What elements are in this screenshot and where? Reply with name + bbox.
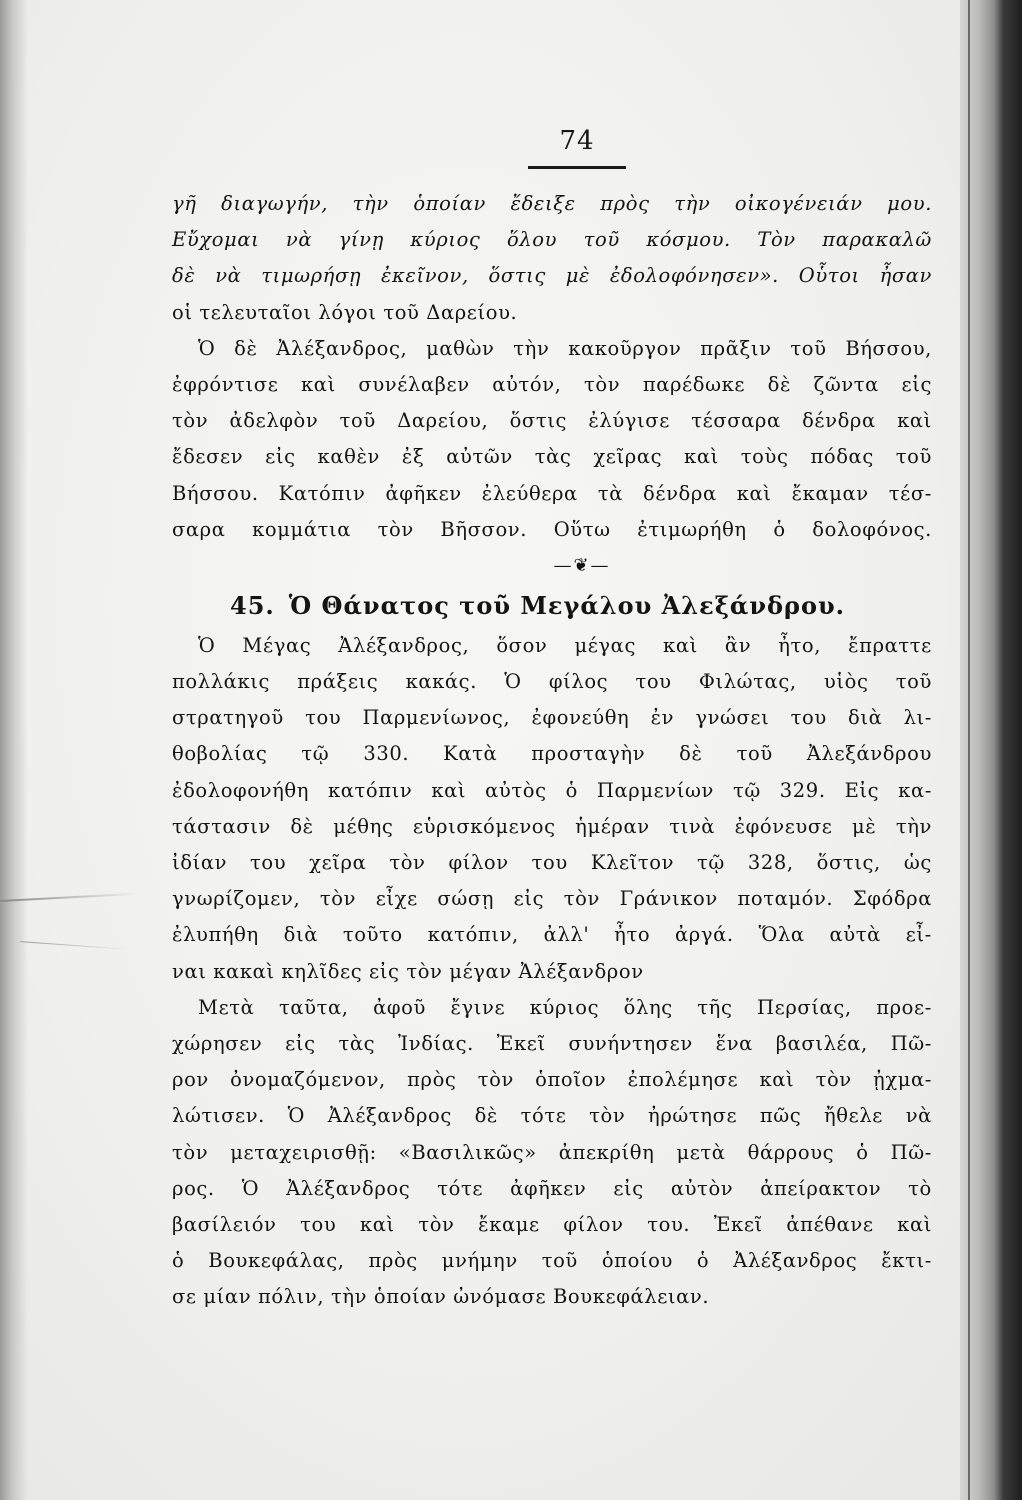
text-line: ὁ Βουκεφάλας, πρὸς μνήμην τοῦ ὁποίου ὁ Ἀλέξανδρος ἔκτι-: [172, 1249, 932, 1273]
section-divider: —❦—: [553, 554, 611, 576]
text-line: σαρα κομμάτια τὸν Βῆσσον. Οὕτω ἐτιμωρήθη ὁ δολοφόνος.: [172, 517, 932, 541]
text-line: ἐφρόντισε καὶ συνέλαβεν αὐτόν, τὸν παρέδωκε δὲ ζῶντα εἰς: [172, 372, 932, 396]
page-number: 74: [559, 126, 595, 156]
text-line: ρον ὀνομαζόμενον, πρὸς τὸν ὁποῖον ἐπολέμησε καὶ τὸν ᾐχμα-: [172, 1068, 932, 1092]
paragraph-quote-end: [172, 186, 932, 331]
paper-crease-2: [20, 941, 130, 950]
section-number: 45.: [230, 590, 275, 620]
text-line: Ὁ δὲ Ἀλέξανδρος, μαθὼν τὴν κακοῦργον πρᾶξιν τοῦ Βήσσου,: [198, 336, 932, 360]
text-line: ἐλυπήθη διὰ τοῦτο κατόπιν, ἀλλ' ἦτο ἀργά. Ὅλα αὐτὰ εἶ-: [172, 923, 932, 947]
text-line: γνωρίζομεν, τὸν εἶχε σώσῃ εἰς τὸν Γράνικον ποταμόν. Σφόδρα: [172, 887, 932, 911]
text-line: τάστασιν δὲ μέθης εὑρισκόμενος ἡμέραν τινὰ ἐφόνευσε μὲ τὴν: [172, 814, 932, 838]
text-line: στρατηγοῦ του Παρμενίωνος, ἐφονεύθη ἐν γνώσει του διὰ λι-: [172, 706, 932, 730]
text-line: Βήσσου. Κατόπιν ἀφῆκεν ἐλεύθερα τὰ δένδρα καὶ ἔκαμαν τέσ-: [172, 481, 932, 505]
text-line: λώτισεν. Ὁ Ἀλέξανδρος δὲ τότε τὸν ἠρώτησε πῶς ἤθελε νὰ: [172, 1104, 932, 1128]
text-line: πολλάκις πράξεις κακάς. Ὁ φίλος του Φιλώτας, υἱὸς τοῦ: [172, 670, 932, 694]
body-text: [172, 186, 932, 1315]
paragraph-india: [172, 990, 932, 1316]
text-line: Μετὰ ταῦτα, ἀφοῦ ἔγινε κύριος ὅλης τῆς Περσίας, προε-: [198, 995, 932, 1019]
section-heading: [172, 584, 932, 628]
text-line: ρος. Ὁ Ἀλέξανδρος τότε ἀφῆκεν εἰς αὐτὸν ἀπείρακτον τὸ: [172, 1176, 932, 1200]
text-line: ναι κακαὶ κηλῖδες εἰς τὸν μέγαν Ἀλέξανδρον: [172, 959, 644, 983]
page-left-edge: [0, 0, 28, 1500]
text-line: ἐδολοφονήθη κατόπιν καὶ αὐτὸς ὁ Παρμενίων τῷ 329. Εἰς κα-: [172, 778, 932, 802]
text-line: Ὁ Μέγας Ἀλέξανδρος, ὅσον μέγας καὶ ἂν ἦτο, ἔπραττε: [198, 633, 932, 657]
text-line: γῆ διαγωγήν, τὴν ὁποίαν ἔδειξε πρὸς τὴν οἰκογένειάν μου.: [172, 192, 932, 215]
page-number-rule: [528, 166, 626, 169]
binding-line: [968, 0, 970, 1500]
text-line: χώρησεν εἰς τὰς Ἰνδίας. Ἐκεῖ συνήντησεν ἕνα βασιλέα, Πῶ-: [172, 1031, 932, 1055]
text-line: Εὔχομαι νὰ γίνῃ κύριος ὅλου τοῦ κόσμου. Τὸν παρακαλῶ: [172, 228, 932, 252]
text-line: σε μίαν πόλιν, τὴν ὁποίαν ὠνόμασε Βουκεφάλειαν.: [172, 1285, 710, 1309]
paragraph-bessus: [172, 331, 932, 548]
text-line: βασίλειόν του καὶ τὸν ἔκαμε φίλον του. Ἐκεῖ ἀπέθανε καὶ: [172, 1212, 932, 1236]
text-line: ἔδεσεν εἰς καθὲν ἐξ αὐτῶν τὰς χεῖρας καὶ τοὺς πόδας τοῦ: [172, 445, 932, 469]
text-line: τὸν ἀδελφὸν τοῦ Δαρείου, ὅστις ἐλύγισε τέσσαρα δένδρα καὶ: [172, 409, 932, 433]
text-line: οἱ τελευταῖοι λόγοι τοῦ Δαρείου.: [172, 300, 518, 324]
paragraph-crimes: [172, 628, 932, 990]
text-line: τὸν μεταχειρισθῇ: «Βασιλικῶς» ἀπεκρίθη μετὰ θάρρους ὁ Πῶ-: [172, 1140, 932, 1164]
text-line: θοβολίας τῷ 330. Κατὰ προσταγὴν δὲ τοῦ Ἀλεξάνδρου: [172, 742, 932, 766]
text-line: δὲ νὰ τιμωρήσῃ ἐκεῖνον, ὅστις μὲ ἐδολοφόνησεν». Οὗτοι ἦσαν: [172, 264, 932, 288]
text-line: ἰδίαν του χεῖρα τὸν φίλον του Κλεῖτον τῷ 328, ὅστις, ὡς: [172, 851, 932, 874]
section-title: Ὁ Θάνατος τοῦ Μεγάλου Ἀλεξάνδρου.: [288, 590, 846, 620]
